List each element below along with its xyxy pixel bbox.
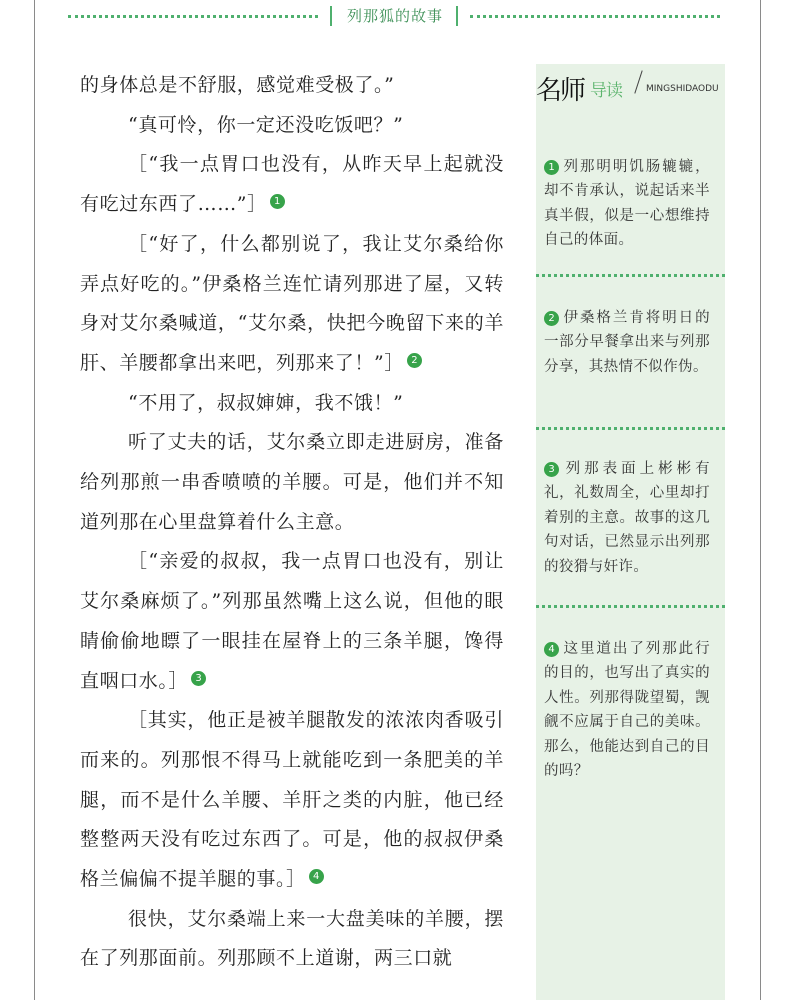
header-bar-left <box>330 6 332 26</box>
sidebar-note-1: 1 列那明明饥肠辘辘，却不肯承认，说起话来半真半假，似是一心想维持自己的体面。 <box>544 159 710 249</box>
paragraph-1: “真可怜，你一定还没吃饭吧？” <box>128 113 404 136</box>
note-marker-3[interactable]: 3 <box>191 671 206 686</box>
paragraph-0: 的身体总是不舒服，感觉难受极了。” <box>80 74 395 96</box>
teacher-guide-sidebar <box>536 64 725 1000</box>
header-dotted-rule-left <box>68 15 318 18</box>
paragraph-3: ［“好了，什么都别说了，我让艾尔桑给你弄点好吃的。”伊桑格兰连忙请列那进了屋，又转身对艾尔桑喊道，“艾尔桑，快把今晚留下来的羊肝、羊腰都拿出来吧，列那来了！”］ 2 <box>80 232 504 374</box>
sidebar-title-accent: 导读 <box>590 81 622 101</box>
paragraph-7: ［其实，他正是被羊腿散发的浓浓肉香吸引而来的。列那恨不得马上就能吃到一条肥美的羊腿，而不是什么羊腰、羊肝之类的内脏，他已经整整两天没有吃过东西了。可是，他的叔叔伊桑格兰偏偏不提羊腿的事。］ 4 <box>80 709 504 891</box>
sidebar-dotted-separator <box>536 274 725 277</box>
sidebar-note-2: 2 伊桑格兰肯将明日的一部分早餐拿出来与列那分享，其热情不似作伪。 <box>544 310 710 375</box>
page-frame-left <box>34 0 35 1000</box>
header-dotted-rule-right <box>470 15 720 18</box>
page-frame-right <box>760 0 761 1000</box>
running-header-title: 列那狐的故事 <box>346 7 443 25</box>
sidebar-note-4: 4 这里道出了列那此行的目的，也写出了真实的人性。列那得陇望蜀，觊觎不应属于自己的美味。那么，他能达到自己的目的吗？ <box>544 641 710 780</box>
paragraph-5: 听了丈夫的话，艾尔桑立即走进厨房，准备给列那煎一串香喷喷的羊腰。可是，他们并不知道列那在心里盘算着什么主意。 <box>80 431 504 533</box>
paragraph-6: ［“亲爱的叔叔，我一点胃口也没有，别让艾尔桑麻烦了。”列那虽然嘴上这么说，但他的眼睛偷偷地瞟了一眼挂在屋脊上的三条羊腿，馋得直咽口水。］ 3 <box>80 550 504 692</box>
sidebar-note-3: 3 列那表面上彬彬有礼，礼数周全，心里却打着别的主意。故事的这几句对话，已然显示出列那的狡猾与奸诈。 <box>544 461 710 575</box>
sidebar-note-number: 4 <box>544 642 559 657</box>
note-marker-1[interactable]: 1 <box>270 194 285 209</box>
paragraph-4: “不用了，叔叔婶婶，我不饿！” <box>128 391 404 414</box>
note-marker-2[interactable]: 2 <box>407 353 422 368</box>
note-marker-4[interactable]: 4 <box>309 869 324 884</box>
sidebar-note-number: 2 <box>544 311 559 326</box>
sidebar-dotted-separator <box>536 605 725 608</box>
sidebar-note-number: 3 <box>544 462 559 477</box>
paragraph-8: 很快，艾尔桑端上来一大盘美味的羊腰，摆在了列那面前。列那顾不上道谢，两三口就 <box>80 907 504 970</box>
sidebar-dotted-separator <box>536 427 725 430</box>
sidebar-note-number: 1 <box>544 160 559 175</box>
sidebar-title-pinyin: MINGSHIDAODU <box>646 84 719 94</box>
sidebar-title-slash <box>634 70 642 93</box>
running-header <box>68 0 720 30</box>
story-text <box>80 66 504 979</box>
header-bar-right <box>456 6 458 26</box>
paragraph-2: ［“我一点胃口也没有，从昨天早上起就没有吃过东西了……”］ 1 <box>80 153 504 216</box>
sidebar-title-cursive: 名师 <box>536 76 585 106</box>
sidebar-heading <box>536 64 725 108</box>
